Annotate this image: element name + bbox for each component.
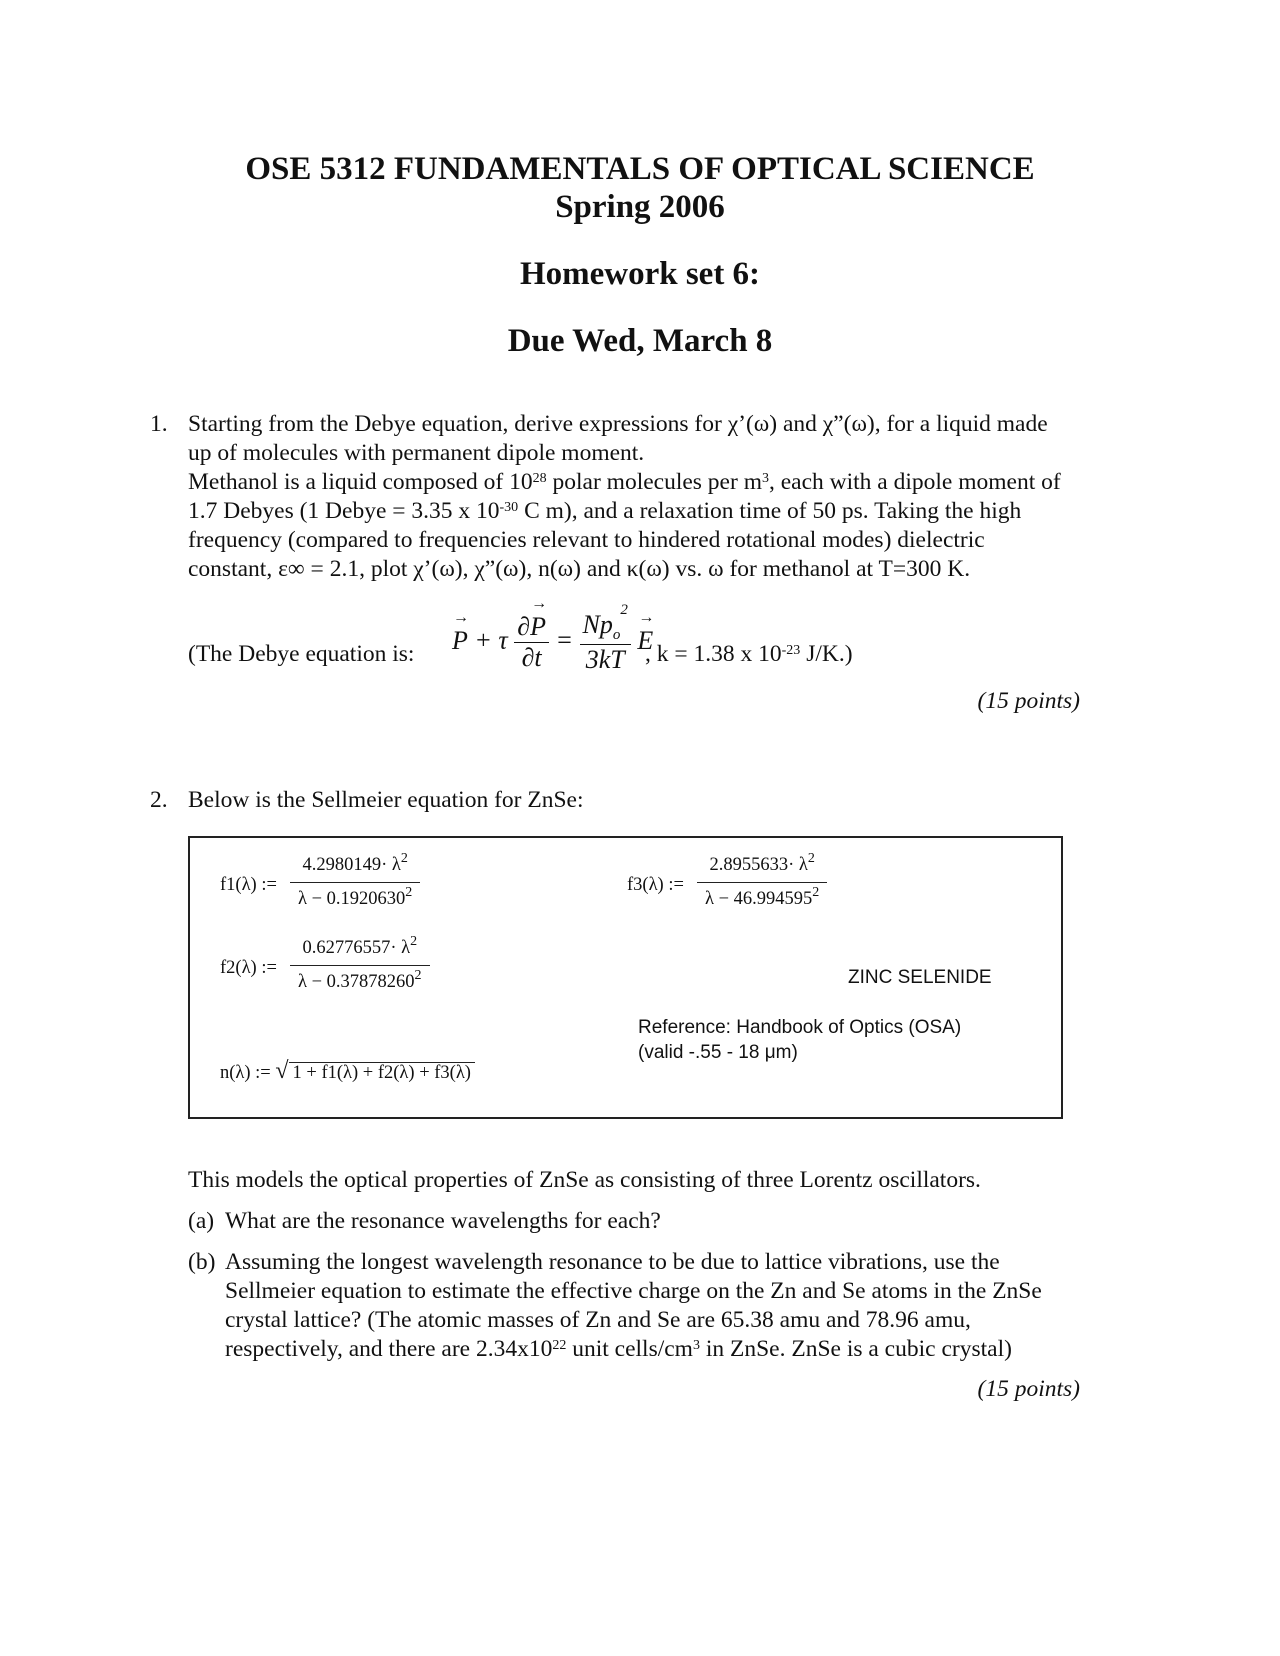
vector-p: → P (452, 626, 468, 656)
q2b-line: Sellmeier equation to estimate the effective charge on the Zn and Se atoms in the ZnSe (225, 1278, 1042, 1304)
f3-numerator: 2.8955633· λ (709, 855, 808, 875)
f1-fraction (290, 851, 420, 910)
homework-set: Homework set 6: (519, 256, 761, 292)
q1-superscript: 3 (761, 471, 769, 486)
f3-lhs: f3(λ) := (627, 875, 684, 895)
material-label: ZINC SELENIDE (848, 967, 992, 988)
k-text: , k = 1.38 x 10 (645, 641, 782, 667)
f3-denominator: λ − 46.994595 (705, 889, 813, 909)
f1-lhs: f1(λ) := (220, 875, 277, 895)
debye-equation: → P + τ $\frac{\partial\to P}{\partial t}$ = $\frac{Np_o^2}{3kT}$ → E (452, 610, 653, 675)
f3-fraction (697, 851, 827, 910)
q1-line: up of molecules with permanent dipole moment. (188, 440, 645, 466)
q1-line: Starting from the Debye equation, derive expressions for χ’(ω) and χ”(ω), for a liquid made (188, 411, 1048, 437)
k-superscript: -23 (781, 643, 801, 658)
q1-superscript: 28 (532, 471, 547, 486)
q1-points: (15 points) (977, 688, 1080, 714)
valid-range: (valid -.55 - 18 μm) (638, 1042, 798, 1063)
q2-number: 2. (150, 787, 168, 813)
sqrt-icon: √ (275, 1058, 289, 1084)
exponent: 2 (807, 851, 815, 866)
q2b-text-part: unit cells/cm (566, 1336, 693, 1362)
q2b-line: crystal lattice? (The atomic masses of Zn and Se are 65.38 amu and 78.96 amu, (225, 1307, 971, 1333)
q1-text-part: Methanol is a liquid composed of 10 (188, 469, 533, 495)
exponent: 2 (400, 851, 408, 866)
term: Spring 2006 (555, 189, 725, 225)
q2b-text (225, 1248, 1125, 1364)
q2a-label: (a) (188, 1208, 215, 1234)
f2-lhs: f2(λ) := (220, 958, 277, 978)
exponent: 2 (405, 885, 413, 900)
q1-text (188, 410, 1138, 584)
boltzmann-constant (645, 640, 853, 669)
q2-points: (15 points) (977, 1376, 1080, 1402)
q1-text-part: C m), and a relaxation time of 50 ps. Taking the high (518, 498, 1022, 524)
n-lhs: n(λ) := (220, 1063, 271, 1083)
n-radicand: 1 + f1(λ) + f2(λ) + f3(λ) (289, 1062, 475, 1083)
f1-numerator: 4.2980149· λ (302, 855, 401, 875)
q2-models: This models the optical properties of ZnSe as consisting of three Lorentz oscillators. (188, 1167, 981, 1193)
q2b-superscript: 3 (692, 1338, 700, 1353)
fraction-np-3kt: $\frac{Np_o^2}{3kT}$ (580, 610, 631, 675)
q1-text-part: , each with a dipole moment of (768, 469, 1061, 495)
reference (638, 1015, 961, 1065)
q1-line: constant, ε∞ = 2.1, plot χ’(ω), χ”(ω), n(ω) and κ(ω) vs. ω for methanol at T=300 K. (188, 556, 971, 582)
q1-line (188, 468, 1138, 497)
q2a-text: What are the resonance wavelengths for each? (225, 1208, 661, 1234)
vector-e: → E (637, 626, 653, 656)
f2-numerator: 0.62776557· λ (302, 938, 411, 958)
q2-intro: Below is the Sellmeier equation for ZnSe: (188, 787, 584, 813)
q1-line: frequency (compared to frequencies relevant to hindered rotational modes) dielectric (188, 527, 985, 553)
exponent: 2 (812, 885, 820, 900)
q1-line (188, 497, 1138, 526)
q2b-text-part: respectively, and there are 2.34x10 (225, 1336, 553, 1362)
debye-intro: (The Debye equation is: (188, 641, 415, 667)
q2b-line (225, 1335, 1125, 1364)
reference-line: Reference: Handbook of Optics (OSA) (638, 1017, 962, 1038)
fraction-dp-dt: $\frac{\partial\to P}{\partial t}$ (514, 612, 549, 673)
q2b-label: (b) (188, 1249, 216, 1275)
q1-text-part: polar molecules per m (546, 469, 762, 495)
exponent: 2 (414, 968, 422, 983)
n-equation (220, 1058, 475, 1085)
q2b-superscript: 22 (552, 1338, 567, 1353)
q2b-text-part: in ZnSe. ZnSe is a cubic crystal) (699, 1336, 1012, 1362)
exponent: 2 (410, 934, 418, 949)
q1-text-part: 1.7 Debyes (1 Debye = 3.35 x 10 (188, 498, 500, 524)
course-title: OSE 5312 FUNDAMENTALS OF OPTICAL SCIENCE (245, 151, 1035, 187)
due-date: Due Wed, March 8 (507, 323, 773, 359)
q1-superscript: -30 (499, 500, 519, 515)
f1-denominator: λ − 0.1920630 (298, 889, 406, 909)
q2b-line: Assuming the longest wavelength resonance to be due to lattice vibrations, use the (225, 1249, 1000, 1275)
k-text: J/K.) (800, 641, 853, 667)
f2-denominator: λ − 0.37878260 (298, 972, 415, 992)
f2-fraction (290, 934, 430, 993)
q1-number: 1. (150, 411, 168, 437)
